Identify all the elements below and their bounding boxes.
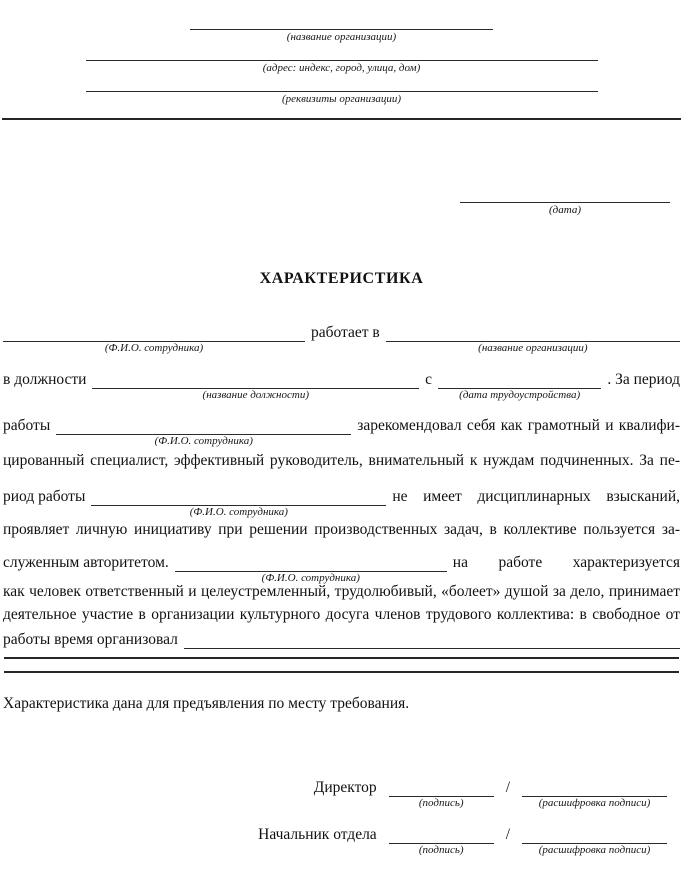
date-label: (дата): [549, 204, 581, 216]
body-line-position-date: [3, 366, 680, 401]
org-name-field: [86, 14, 598, 45]
department-head-name-label: (расшифровка подписи): [538, 844, 651, 856]
slash-separator: /: [505, 779, 510, 796]
since-text: с: [425, 371, 432, 388]
department-head-signature-label: (подпись): [418, 844, 464, 856]
employee-name-label-2: (Ф.И.О. сотрудника): [154, 435, 253, 447]
director-role-text: Директор: [313, 779, 377, 796]
address-blank: [86, 45, 598, 61]
organized-blank: [184, 629, 680, 649]
requisites-blank: [86, 76, 598, 92]
body-line-specialist: цированный специалист, эффективный руководитель, внимательный к нуждам подчиненных. За пе-: [3, 452, 680, 469]
director-name-label: (расшифровка подписи): [538, 797, 651, 809]
requisites-field: [86, 76, 598, 107]
requisites-label: (реквизиты организации): [281, 93, 402, 105]
department-head-signature-blank: [389, 824, 494, 856]
slash-separator-2: /: [505, 826, 510, 843]
department-head-role-text: Начальник отдела: [258, 826, 377, 843]
employee-name-label-3: (Ф.И.О. сотрудника): [189, 506, 288, 518]
in-position-text: в должности: [3, 371, 87, 388]
signature-row-department-head: [3, 821, 680, 856]
body-line-person: как человек ответственный и целеустремленный, трудолюбивый, «болеет» душой за дело, принимает: [3, 583, 680, 600]
continuation-blank-line-2: [4, 659, 679, 673]
org-name-blank: [190, 14, 493, 30]
recommended-text: зарекомендовал себя как грамотный и квалифи-: [357, 417, 680, 434]
work-text: работы: [3, 417, 51, 434]
works-at-text: работает в: [311, 324, 380, 341]
position-label: (название должности): [202, 389, 309, 401]
authority-text: служенным авторитетом.: [3, 554, 169, 571]
period-work-text: риод работы: [3, 488, 86, 505]
body-line-leisure: деятельное участие в организации культурного досуга членов трудового коллектива: в свободное от: [3, 606, 680, 623]
body-line-organized: [3, 626, 680, 649]
body-line-name-org: [3, 319, 680, 354]
address-label: (адрес: индекс, город, улица, дом): [262, 62, 421, 74]
date-field: [460, 187, 670, 218]
document-body: [0, 319, 683, 856]
employee-name-blank-2: [56, 415, 351, 447]
address-field: [86, 45, 598, 76]
closing-statement: Характеристика дана для предъявления по месту требования.: [3, 695, 410, 712]
date-blank: [460, 187, 670, 203]
department-head-name-blank: [522, 824, 667, 856]
body-line-initiative: проявляет личную инициативу при решении производственных задач, в коллективе пользуется за-: [3, 521, 680, 538]
director-name-blank: [522, 777, 667, 809]
body-line-authority: [3, 549, 680, 584]
hire-date-blank: [438, 369, 601, 401]
director-signature-label: (подпись): [418, 797, 464, 809]
employee-name-blank-4: [175, 552, 447, 584]
header-separator-line: [2, 118, 681, 120]
organization-label: (название организации): [478, 342, 588, 354]
director-signature-blank: [389, 777, 494, 809]
org-name-label: (название организации): [286, 31, 397, 43]
page-title: ХАРАКТЕРИСТИКА: [259, 270, 424, 287]
hire-date-label: (дата трудоустройства): [459, 389, 581, 401]
signature-row-director: [3, 774, 680, 809]
body-line-recommended: [3, 412, 680, 447]
characterized-text: на работе характеризуется: [452, 554, 680, 571]
employee-name-blank-3: [91, 486, 386, 518]
header-block: [86, 14, 598, 107]
continuation-blank-line-1: [4, 649, 679, 659]
no-penalties-text: не имеет дисциплинарных взысканий,: [392, 488, 680, 505]
body-line-penalties: [3, 483, 680, 518]
employee-name-blank: [3, 322, 305, 354]
position-blank: [92, 369, 419, 401]
employee-name-label: (Ф.И.О. сотрудника): [104, 342, 204, 354]
employee-name-label-4: (Ф.И.О. сотрудника): [261, 572, 360, 584]
for-period-text: . За период: [607, 371, 680, 388]
organization-blank: [386, 322, 680, 354]
organized-text: работы время организовал: [3, 631, 178, 648]
